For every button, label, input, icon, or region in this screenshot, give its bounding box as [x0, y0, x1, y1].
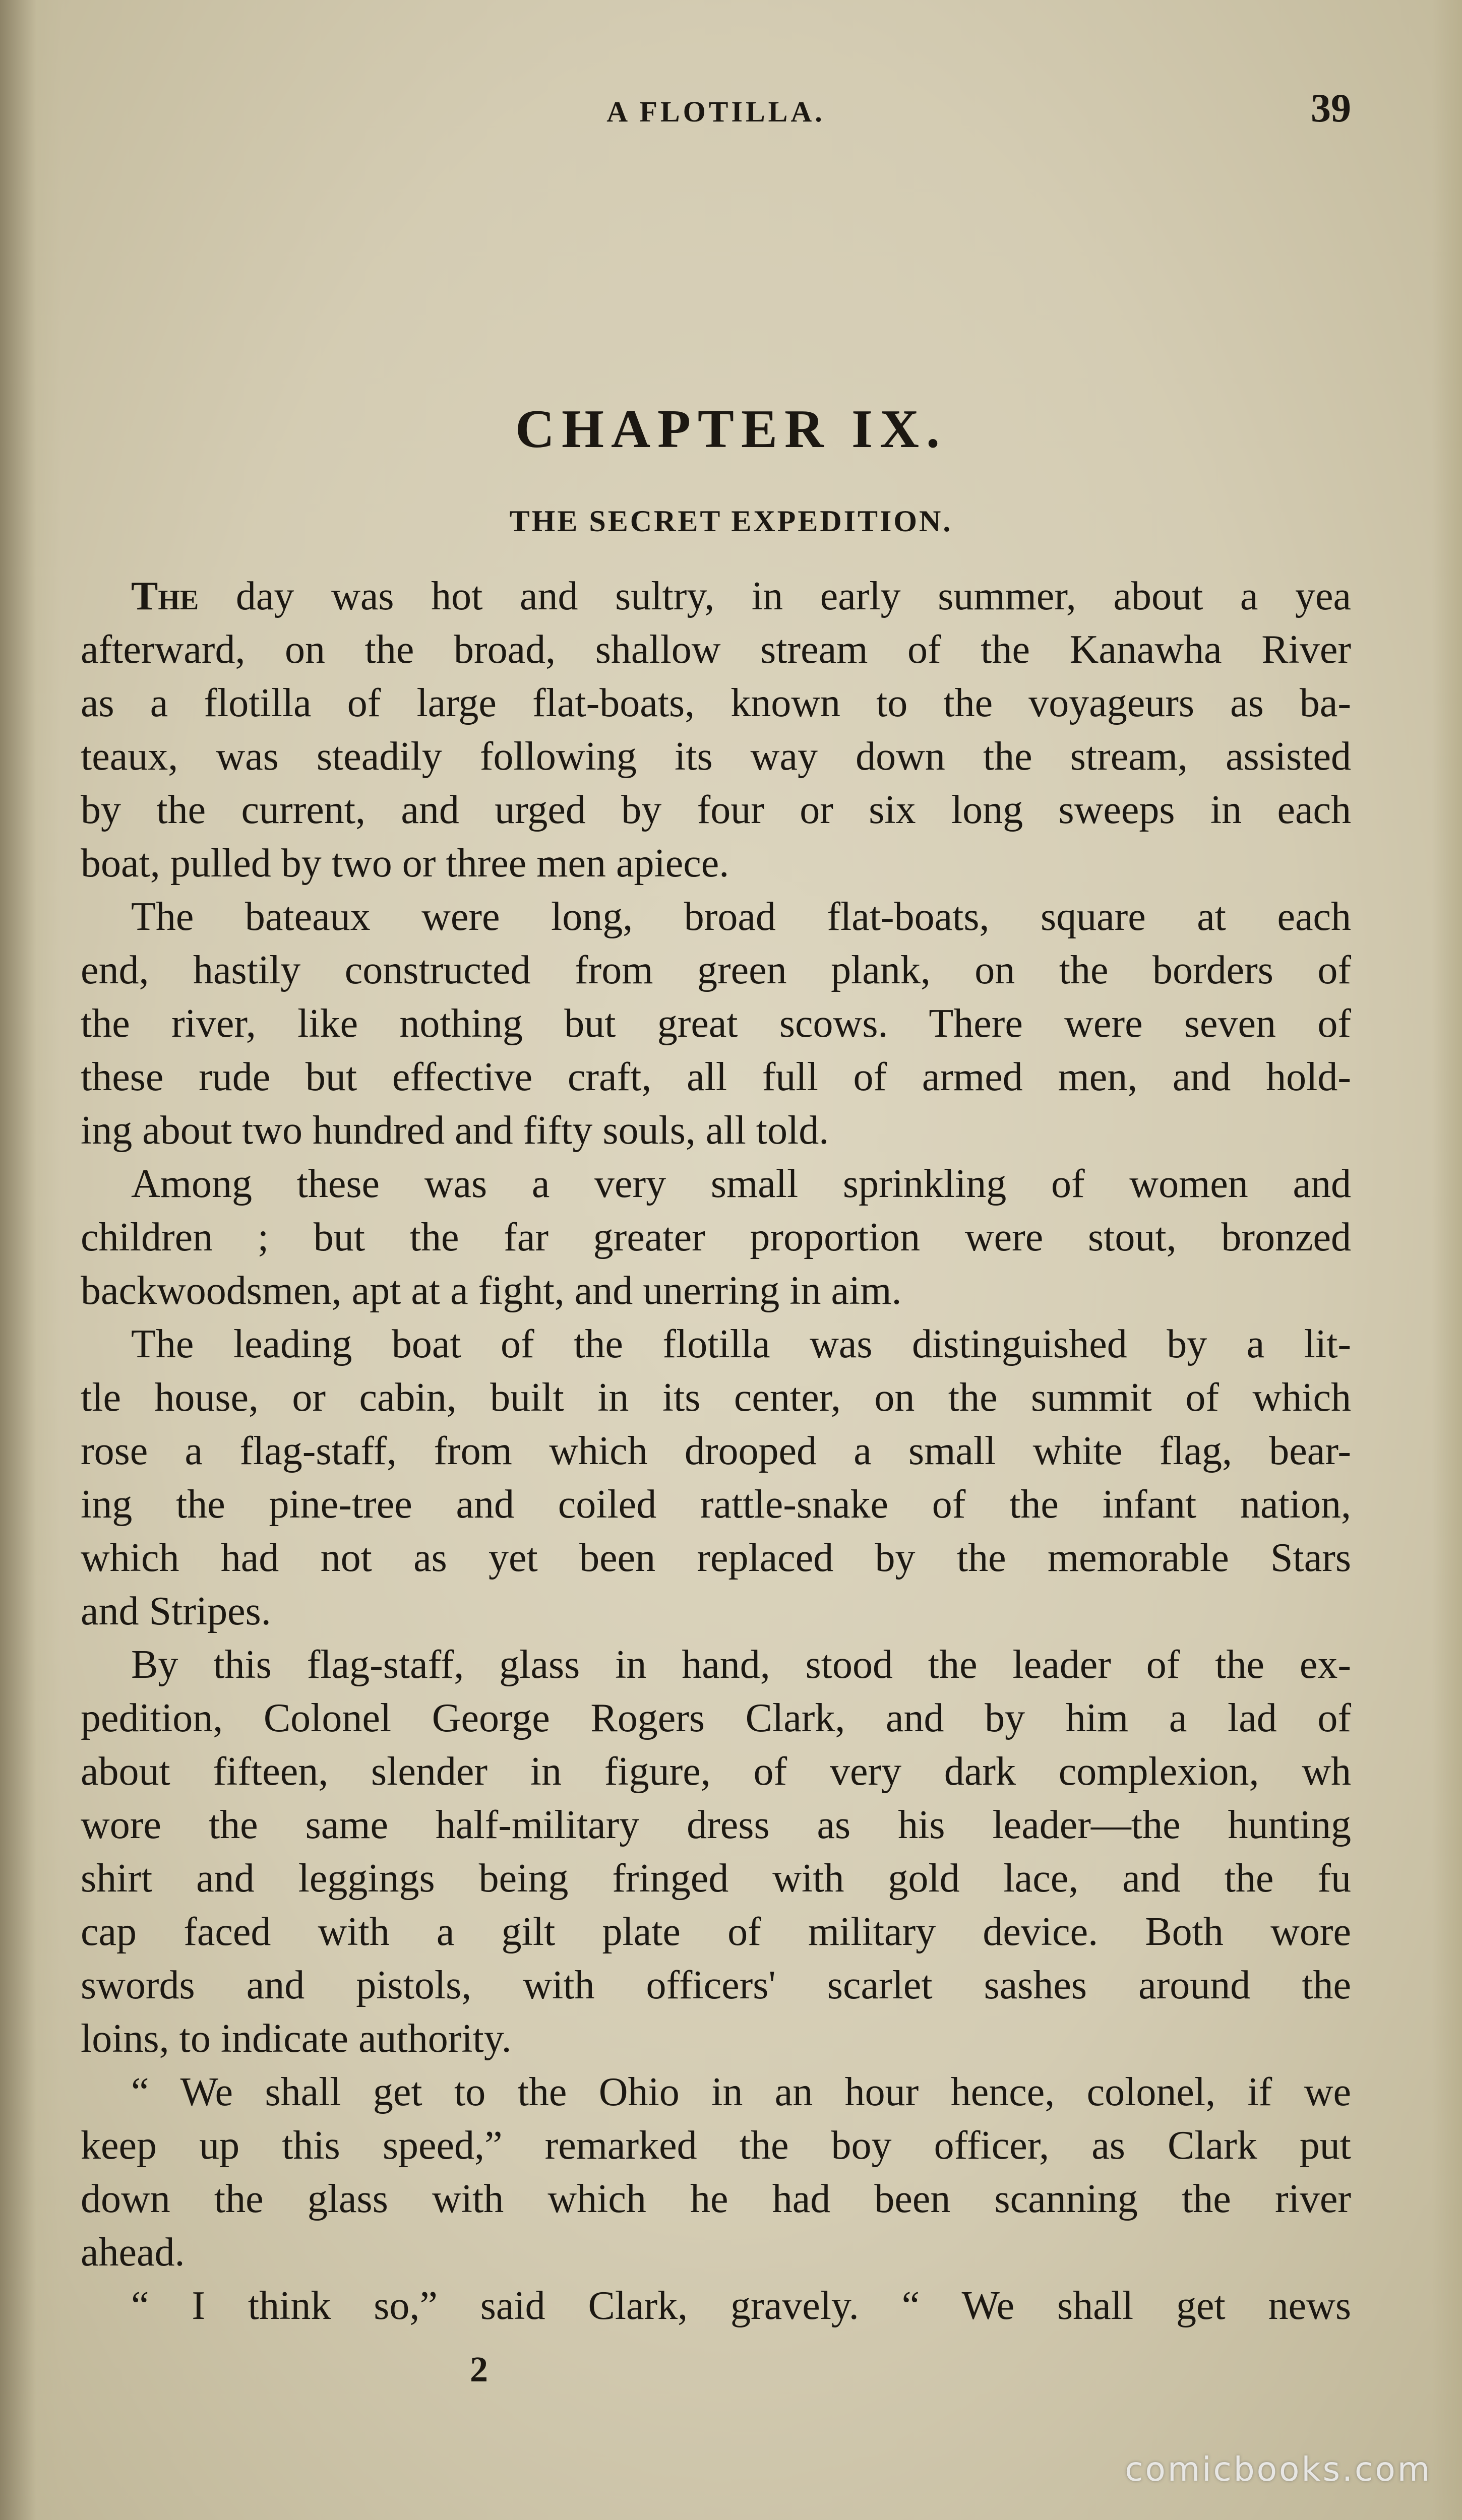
- paragraph: [81, 1157, 1351, 1317]
- text-line: [81, 2119, 1351, 2172]
- text-line: [81, 890, 1351, 943]
- line-text: “ I think so,” said Clark, gravely. “ We shall get news: [131, 2284, 1351, 2328]
- running-head: A FLOTILLA.: [606, 95, 825, 128]
- line-text: ing about two hundred and fifty souls, all told.: [81, 1108, 829, 1153]
- watermark: comicbooks.com: [1125, 2450, 1432, 2489]
- text-line: [81, 837, 1351, 890]
- text-line: [81, 730, 1351, 783]
- line-text: The leading boat of the flotilla was distinguished by a lit-: [131, 1322, 1351, 1366]
- page-edge-shadow: [1432, 0, 1462, 2520]
- line-text: end, hastily constructed from green plank, on the borders of: [81, 948, 1351, 992]
- line-text: boat, pulled by two or three men apiece.: [81, 841, 729, 886]
- text-line: [81, 1424, 1351, 1478]
- text-line: [81, 2012, 1351, 2065]
- line-text: rose a flag-staff, from which drooped a small white flag, bear-: [81, 1429, 1351, 1473]
- line-text: Among these was a very small sprinkling of women and: [131, 1162, 1351, 1206]
- drop-word: The: [131, 574, 199, 618]
- line-text: afterward, on the broad, shallow stream of the Kanawha River: [81, 627, 1351, 672]
- text-line: [81, 997, 1351, 1050]
- text-line: [81, 2172, 1351, 2226]
- line-text: teaux, was steadily following its way down the stream, assisted: [81, 734, 1351, 779]
- line-text: backwoodsmen, apt at a fight, and unerring in aim.: [81, 1269, 902, 1313]
- line-text: By this flag-staff, glass in hand, stood the leader of the ex-: [131, 1643, 1351, 1687]
- text-line: [81, 2279, 1351, 2333]
- paragraph: [81, 1638, 1351, 2065]
- text-line: [81, 943, 1351, 997]
- line-text: these rude but effective craft, all full of armed men, and hold-: [81, 1055, 1351, 1099]
- line-text: as a flotilla of large flat-boats, known to the voyageurs as ba-: [81, 681, 1351, 725]
- chapter-body: [81, 570, 1351, 2333]
- text-line: [81, 2226, 1351, 2279]
- line-text: keep up this speed,” remarked the boy officer, as Clark put: [81, 2123, 1351, 2168]
- line-text: ahead.: [81, 2230, 185, 2275]
- line-text: “ We shall get to the Ohio in an hour hence, colonel, if we: [131, 2070, 1351, 2114]
- text-line: [81, 1317, 1351, 1371]
- page-number: 39: [1311, 86, 1351, 131]
- line-text: swords and pistols, with officers' scarlet sashes around the: [81, 1963, 1351, 2007]
- line-text: wore the same half-military dress as his leader—the hunting: [81, 1803, 1351, 1847]
- text-line: [81, 1745, 1351, 1798]
- text-line: [81, 1050, 1351, 1104]
- page-header: [81, 86, 1351, 141]
- signature-mark: 2: [470, 2349, 488, 2389]
- paragraph: [81, 2279, 1351, 2333]
- text-line: [81, 2065, 1351, 2119]
- line-text: about fifteen, slender in figure, of very dark complexion, wh: [81, 1749, 1351, 1794]
- line-text: shirt and leggings being fringed with gold lace, and the fu: [81, 1856, 1351, 1901]
- text-line: [81, 623, 1351, 676]
- text-line: [81, 1585, 1351, 1638]
- chapter-title: THE SECRET EXPEDITION.: [509, 505, 953, 538]
- chapter-heading: CHAPTER IX.: [515, 399, 947, 459]
- line-text: tle house, or cabin, built in its center, on the summit of which: [81, 1375, 1351, 1420]
- paragraph: [81, 2065, 1351, 2279]
- line-text: pedition, Colonel George Rogers Clark, and by him a lad of: [81, 1696, 1351, 1740]
- text-line: [81, 1691, 1351, 1745]
- text-line: [81, 1905, 1351, 1959]
- text-line: [81, 1798, 1351, 1852]
- line-text: loins, to indicate authority.: [81, 2017, 512, 2061]
- text-line: [81, 1104, 1351, 1157]
- gutter-shadow: [0, 0, 60, 2520]
- paragraph: [81, 1317, 1351, 1638]
- paragraph: [81, 890, 1351, 1157]
- line-text: children ; but the far greater proportion were stout, bronzed: [81, 1215, 1351, 1259]
- text-line: [81, 1157, 1351, 1211]
- text-line: [81, 1264, 1351, 1317]
- text-line: [81, 676, 1351, 730]
- line-text: by the current, and urged by four or six long sweeps in each: [81, 788, 1351, 832]
- line-text: and Stripes.: [81, 1589, 271, 1633]
- line-text: the river, like nothing but great scows. There were seven of: [81, 1001, 1351, 1046]
- line-text: ing the pine-tree and coiled rattle-snake of the infant nation,: [81, 1482, 1351, 1527]
- line-text: day was hot and sultry, in early summer, about a yea: [199, 574, 1351, 618]
- text-line: [81, 1959, 1351, 2012]
- line-text: The bateaux were long, broad flat-boats, square at each: [131, 895, 1351, 939]
- line-text: which had not as yet been replaced by the memorable Stars: [81, 1536, 1351, 1580]
- text-line: [81, 1531, 1351, 1585]
- text-line: [81, 1371, 1351, 1424]
- line-text: down the glass with which he had been scanning the river: [81, 2177, 1351, 2221]
- text-line: [81, 1478, 1351, 1531]
- text-line: [81, 1211, 1351, 1264]
- paragraph: [81, 570, 1351, 890]
- text-line: [81, 1852, 1351, 1905]
- text-line: [81, 1638, 1351, 1691]
- text-line: [81, 570, 1351, 623]
- line-text: cap faced with a gilt plate of military device. Both wore: [81, 1910, 1351, 1954]
- text-line: [81, 783, 1351, 837]
